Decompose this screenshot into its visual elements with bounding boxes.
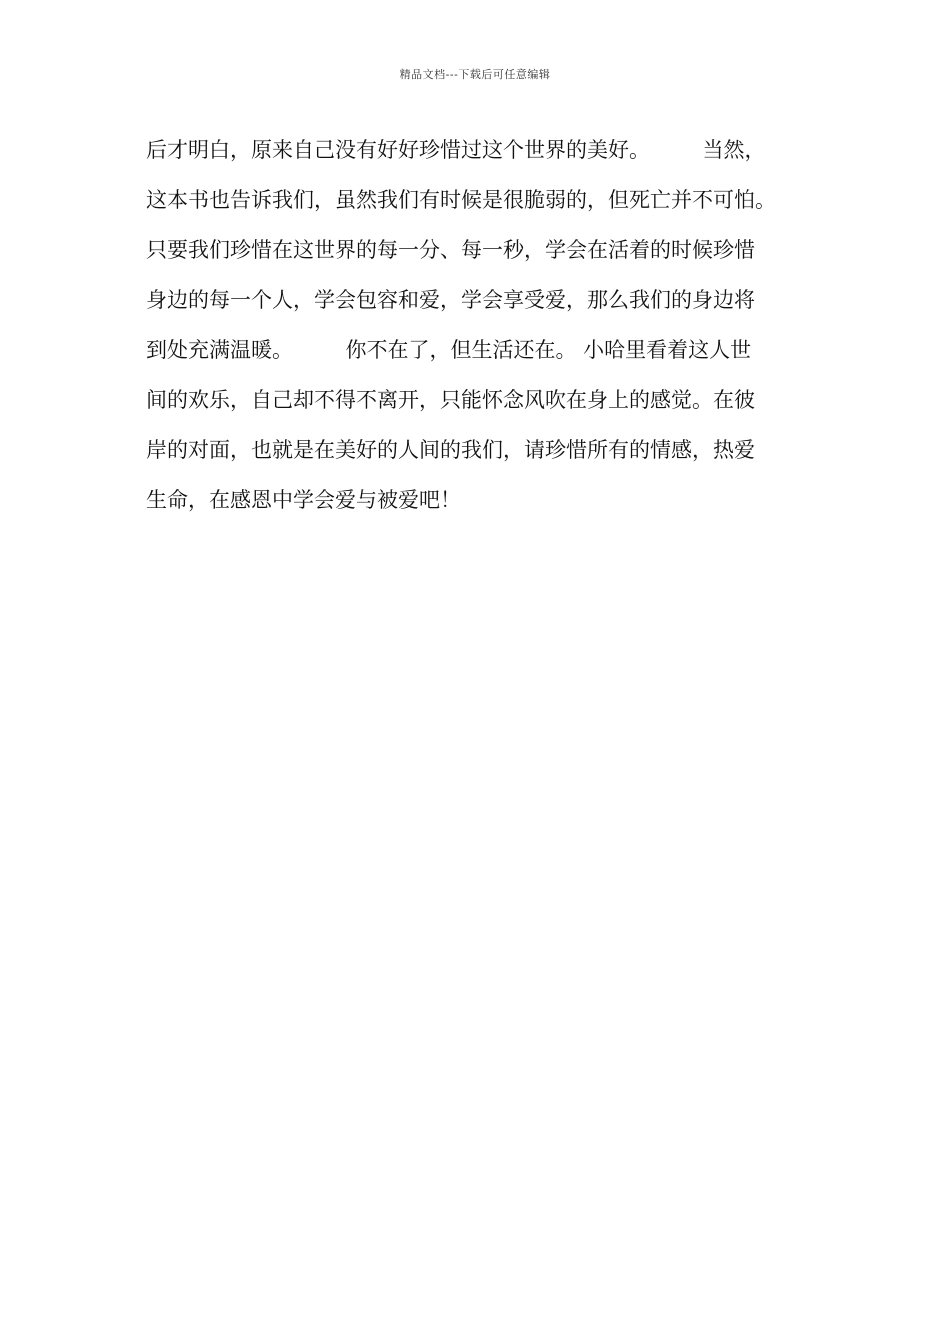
text-line: 这本书也告诉我们，虽然我们有时候是很脆弱的，但死亡并不可怕。: [146, 188, 776, 212]
text-line: 只要我们珍惜在这世界的每一分、每一秒，学会在活着的时候珍惜: [146, 238, 755, 262]
text-line: 后才明白，原来自己没有好好珍惜过这个世界的美好。 当然，: [146, 138, 766, 162]
text-line: 间的欢乐，自己却不得不离开，只能怀念风吹在身上的感觉。在彼: [146, 388, 755, 412]
page-header: 精品文档---下载后可任意编辑: [399, 68, 551, 81]
text-line: 到处充满温暖。 你不在了，但生活还在。 小哈里看着这人世: [146, 338, 752, 362]
text-line: 岸的对面，也就是在美好的人间的我们，请珍惜所有的情感，热爱: [146, 438, 755, 462]
text-line: 身边的每一个人，学会包容和爱，学会享受爱，那么我们的身边将: [146, 288, 755, 312]
text-line: 生命，在感恩中学会爱与被爱吧！: [146, 488, 461, 512]
document-body: [146, 130, 846, 530]
